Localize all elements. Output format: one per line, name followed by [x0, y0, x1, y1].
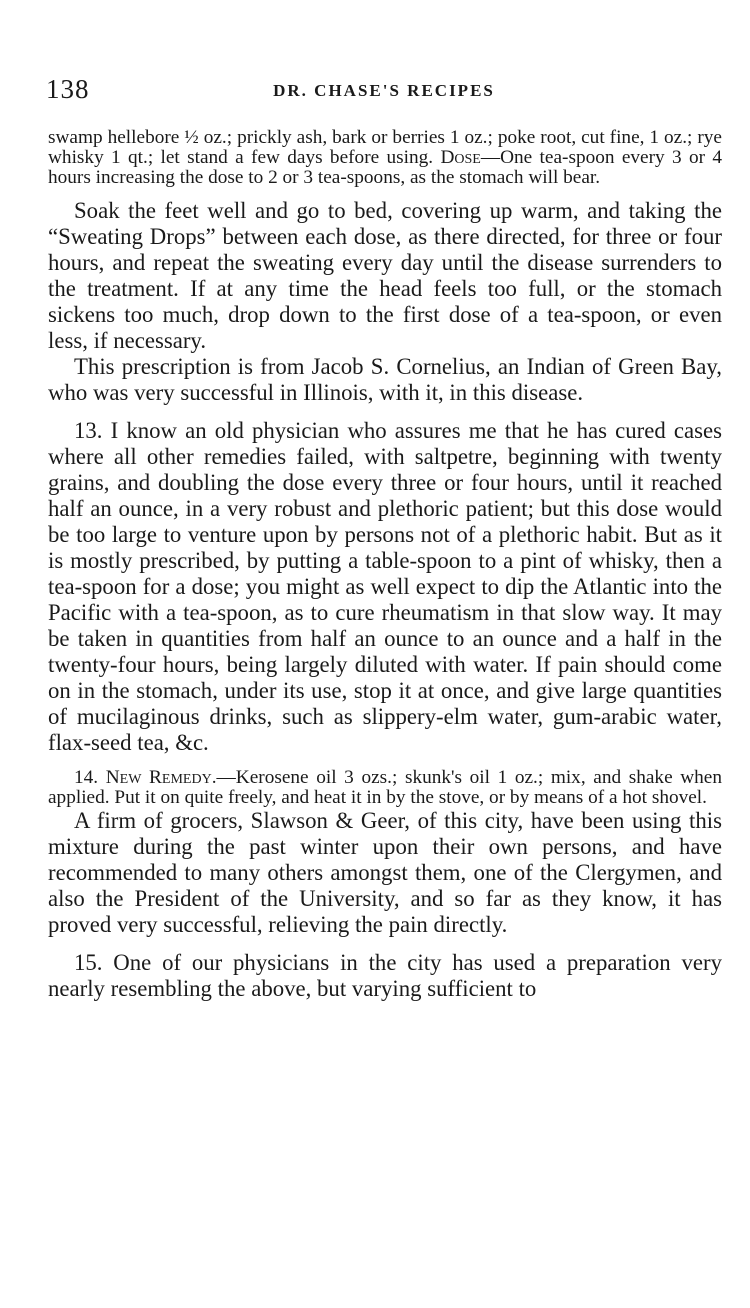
remedy-number: 14. [74, 767, 106, 788]
prescription-source-paragraph: This prescription is from Jacob S. Cornelius, an Indian of Green Bay, who was very successful in Illinois, with it, in this disease. [48, 354, 722, 405]
page-number: 138 [46, 74, 90, 104]
recipe-continuation-paragraph [48, 128, 722, 188]
new-remedy-paragraph [48, 768, 722, 808]
page-body [48, 128, 722, 1002]
dose-instructions-text: —One tea-spoon every 3 or 4 hours increasing the dose to 2 or 3 tea-spoons, as the stomach will bear. [48, 147, 722, 188]
remedy-label: New Remedy [105, 767, 212, 788]
sweating-instructions-paragraph: Soak the feet well and go to bed, covering up warm, and taking the “Sweating Drops” between each dose, as there directed, for three or four hours, and repeat the sweating every day until the disease surrenders to the treatment. If at any time the head feels too full, or the stomach sickens too much, drop down to the first dose of a tea-spoon, or even less, if necessary. [48, 198, 722, 353]
saltpetre-remedy-paragraph: 13. I know an old physician who assures me that he has cured cases where all other remedies failed, with saltpetre, beginning with twenty grains, and doubling the dose every three or four hours, until it reached half an ounce, in a very robust and plethoric patient; but this dose would be too large to venture upon by persons not of a plethoric habit. But as it is mostly prescribed, by putting a table-spoon to a pint of whisky, then a tea-spoon for a dose; you might as well expect to dip the Atlantic into the Pacific with a tea-spoon, as to cure rheumatism in that slow way. It may be taken in quantities from half an ounce to an ounce and a half in the twenty-four hours, being largely diluted with water. If pain should come on in the stomach, under its use, stop it at once, and give large quantities of mucilaginous drinks, such as slippery-elm water, gum-arabic water, flax-seed tea, &c. [48, 418, 722, 755]
testimonial-paragraph: A firm of grocers, Slawson & Geer, of this city, have been using this mixture during the past winter upon their own persons, and have recommended to many others amongst them, one of the Clergymen, and also the President of the University, and so far as they know, it has proved very successful, relieving the pain directly. [48, 808, 722, 937]
page-header [46, 74, 722, 114]
dose-label: Dose [440, 147, 481, 168]
physician-preparation-paragraph: 15. One of our physicians in the city has used a preparation very nearly resembling the above, but varying sufficient to [48, 950, 722, 1001]
running-head: DR. CHASE'S RECIPES [273, 81, 495, 100]
recipe-ingredients-text: swamp hellebore ½ oz.; prickly ash, bark or berries 1 oz.; poke root, cut fine, 1 oz.; rye whisky 1 qt.; let stand a few days before using. [48, 127, 722, 168]
remedy-instructions-text: .—Kerosene oil 3 ozs.; skunk's oil 1 oz.; mix, and shake when applied. Put it on quite freely, and heat it in by the stove, or by means of a hot shovel. [48, 767, 723, 808]
